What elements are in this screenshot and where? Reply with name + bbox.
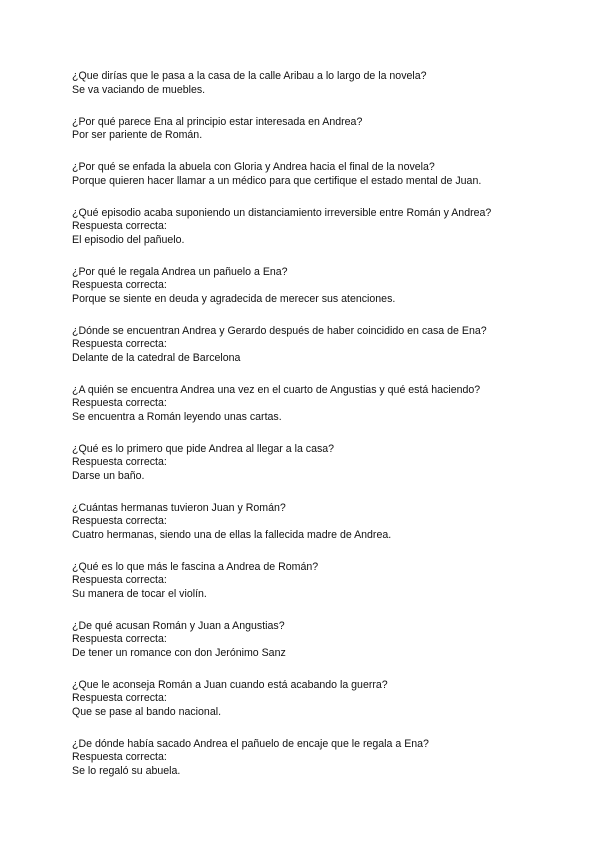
- answer-label: Respuesta correcta:: [72, 751, 167, 763]
- answer-text: Delante de la catedral de Barcelona: [72, 351, 241, 364]
- qa-item: [72, 443, 572, 484]
- answer-text: Porque quieren hacer llamar a un médico para que certifique el estado mental de Juan.: [72, 174, 482, 187]
- question-text: ¿Que le aconseja Román a Juan cuando está acabando la guerra?: [72, 678, 388, 691]
- question-text: ¿Que dirías que le pasa a la casa de la calle Aribau a lo largo de la novela?: [72, 70, 427, 82]
- question-text: ¿De qué acusan Román y Juan a Angustias?: [72, 619, 285, 632]
- answer-label: Respuesta correcta:: [72, 515, 167, 527]
- question-text: ¿Qué es lo primero que pide Andrea al llegar a la casa?: [72, 442, 335, 455]
- answer-text: Se va vaciando de muebles.: [72, 83, 206, 96]
- answer-text: Su manera de tocar el violín.: [72, 587, 207, 600]
- qa-item: [72, 325, 572, 366]
- qa-item: [72, 161, 572, 188]
- question-text: ¿Por qué se enfada la abuela con Gloria y Andrea hacia el final de la novela?: [72, 161, 435, 173]
- answer-text: De tener un romance con don Jerónimo Sanz: [72, 646, 286, 659]
- qa-item: [72, 738, 572, 779]
- answer-text: Porque se siente en deuda y agradecida de merecer sus atenciones.: [72, 292, 396, 305]
- answer-label: Respuesta correcta:: [72, 397, 167, 409]
- question-text: ¿Qué es lo que más le fascina a Andrea de Román?: [72, 560, 319, 573]
- question-text: ¿Qué episodio acaba suponiendo un distanciamiento irreversible entre Román y Andrea?: [72, 206, 492, 219]
- qa-item: [72, 207, 572, 248]
- qa-item: [72, 502, 572, 543]
- answer-label: Respuesta correcta:: [72, 692, 167, 704]
- qa-item: [72, 70, 572, 97]
- question-text: ¿A quién se encuentra Andrea una vez en el cuarto de Angustias y qué está haciendo?: [72, 383, 481, 396]
- answer-label: Respuesta correcta:: [72, 633, 167, 645]
- qa-list: [72, 70, 572, 797]
- answer-label: Respuesta correcta:: [72, 456, 167, 468]
- qa-item: [72, 561, 572, 602]
- answer-label: Respuesta correcta:: [72, 574, 167, 586]
- answer-text: Darse un baño.: [72, 469, 145, 482]
- answer-label: Respuesta correcta:: [72, 279, 167, 291]
- question-text: ¿Dónde se encuentran Andrea y Gerardo después de haber coincidido en casa de Ena?: [72, 324, 487, 337]
- question-text: ¿Por qué le regala Andrea un pañuelo a Ena?: [72, 265, 288, 278]
- qa-item: [72, 620, 572, 661]
- qa-item: [72, 384, 572, 425]
- question-text: ¿Cuántas hermanas tuvieron Juan y Román?: [72, 501, 286, 514]
- answer-text: Se encuentra a Román leyendo unas cartas.: [72, 410, 282, 423]
- answer-label: Respuesta correcta:: [72, 220, 167, 232]
- answer-text: Por ser pariente de Román.: [72, 129, 203, 141]
- answer-text: Se lo regaló su abuela.: [72, 764, 181, 777]
- qa-item: [72, 266, 572, 307]
- answer-text: Cuatro hermanas, siendo una de ellas la fallecida madre de Andrea.: [72, 528, 392, 541]
- answer-text: El episodio del pañuelo.: [72, 233, 185, 246]
- question-text: ¿Por qué parece Ena al principio estar interesada en Andrea?: [72, 115, 363, 128]
- qa-item: [72, 679, 572, 720]
- question-text: ¿De dónde había sacado Andrea el pañuelo de encaje que le regala a Ena?: [72, 737, 429, 750]
- answer-text: Que se pase al bando nacional.: [72, 705, 222, 718]
- qa-item: [72, 116, 572, 143]
- answer-label: Respuesta correcta:: [72, 338, 167, 350]
